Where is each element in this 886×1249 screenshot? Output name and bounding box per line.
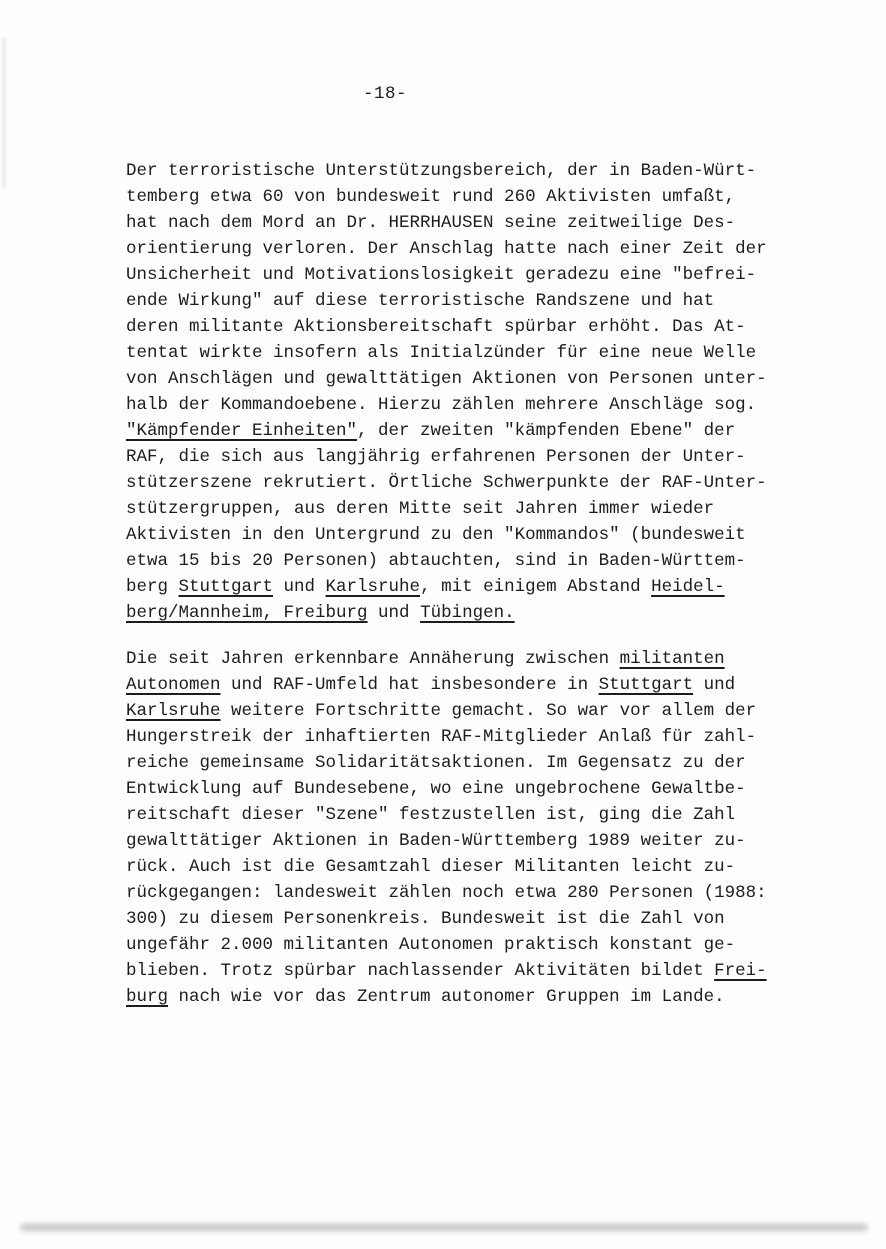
underlined-text: Frei- — [714, 961, 767, 981]
text-segment: etwa 15 bis 20 Personen) abtauchten, sind in Baden-Württem- — [126, 551, 746, 571]
text-segment: reiche gemeinsame Solidaritätsaktionen. Im Gegensatz zu der — [126, 753, 746, 773]
underlined-text: Karlsruhe — [325, 577, 421, 597]
text-segment: Hungerstreik der inhaftierten RAF-Mitglieder Anlaß für zahl- — [126, 727, 757, 747]
underlined-text: Tübingen. — [420, 603, 515, 623]
paragraph — [126, 158, 806, 626]
page-number: -18- — [363, 84, 408, 104]
text-line — [126, 392, 806, 418]
text-segment: tentat wirkte insofern als Initialzünder für eine neue Welle — [126, 343, 757, 363]
text-line — [126, 158, 806, 184]
text-segment: deren militante Aktionsbereitschaft spürbar erhöht. Das At- — [126, 317, 746, 337]
text-segment: ende Wirkung" auf diese terroristische Randszene und hat — [126, 291, 715, 311]
text-line — [126, 548, 806, 574]
text-line — [126, 958, 806, 984]
text-line — [126, 574, 806, 600]
text-line — [126, 646, 806, 672]
text-line — [126, 802, 806, 828]
paragraph — [126, 646, 806, 1010]
text-line — [126, 470, 806, 496]
text-segment: nach wie vor das Zentrum autonomer Gruppen im Lande. — [168, 987, 725, 1007]
text-line — [126, 184, 806, 210]
underlined-text: Stuttgart — [178, 577, 274, 597]
text-segment: stützergruppen, aus deren Mitte seit Jahren immer wieder — [126, 499, 715, 519]
underlined-text: Autonomen — [126, 675, 221, 695]
text-line — [126, 288, 806, 314]
text-segment: und — [693, 675, 736, 695]
underlined-text: "Kämpfender Einheiten" — [126, 421, 358, 441]
underlined-text: berg/Mannheim, Freiburg — [126, 603, 368, 623]
text-line — [126, 698, 806, 724]
text-line — [126, 262, 806, 288]
text-segment: gewalttätiger Aktionen in Baden-Württemberg 1989 weiter zu- — [126, 831, 746, 851]
text-segment: RAF, die sich aus langjährig erfahrenen Personen der Unter- — [126, 447, 746, 467]
text-line — [126, 776, 806, 802]
text-segment: halb der Kommandoebene. Hierzu zählen mehrere Anschläge sog. — [126, 395, 757, 415]
text-segment: Aktivisten in den Untergrund zu den "Kommandos" (bundesweit — [126, 525, 746, 545]
text-line — [126, 444, 806, 470]
text-line — [126, 828, 806, 854]
scan-edge-artifact — [2, 38, 6, 188]
text-segment: Unsicherheit und Motivationslosigkeit geradezu eine "befrei- — [126, 265, 757, 285]
text-segment: rück. Auch ist die Gesamtzahl dieser Militanten leicht zu- — [126, 857, 736, 877]
text-segment: reitschaft dieser "Szene" festzustellen ist, ging die Zahl — [126, 805, 736, 825]
underlined-text: Karlsruhe — [126, 701, 221, 721]
text-line — [126, 418, 806, 444]
text-segment: blieben. Trotz spürbar nachlassender Aktivitäten bildet — [126, 961, 715, 981]
text-line — [126, 236, 806, 262]
text-segment: Der terroristische Unterstützungsbereich, der in Baden-Würt- — [126, 161, 757, 181]
text-segment: Entwicklung auf Bundesebene, wo eine ungebrochene Gewaltbe- — [126, 779, 746, 799]
text-segment: und — [367, 603, 421, 623]
text-line — [126, 496, 806, 522]
text-line — [126, 906, 806, 932]
text-line — [126, 314, 806, 340]
underlined-text: militanten — [619, 649, 725, 669]
text-line — [126, 366, 806, 392]
text-line — [126, 340, 806, 366]
text-line — [126, 210, 806, 236]
text-segment: stützerszene rekrutiert. Örtliche Schwerpunkte der RAF-Unter- — [126, 473, 767, 493]
text-segment: und RAF-Umfeld hat insbesondere in — [220, 675, 599, 695]
text-segment: berg — [126, 577, 179, 597]
text-segment: hat nach dem Mord an Dr. HERRHAUSEN seine zeitweilige Des- — [126, 213, 736, 233]
underlined-text: Heidel- — [651, 577, 725, 597]
text-segment: Die seit Jahren erkennbare Annäherung zwischen — [126, 649, 620, 669]
text-segment: und — [273, 577, 326, 597]
text-line — [126, 750, 806, 776]
text-line — [126, 672, 806, 698]
text-line — [126, 600, 806, 626]
text-line — [126, 880, 806, 906]
text-segment: , mit einigem Abstand — [420, 577, 652, 597]
text-segment: weitere Fortschritte gemacht. So war vor allem der — [220, 701, 757, 721]
text-segment: 300) zu diesem Personenkreis. Bundesweit ist die Zahl von — [126, 909, 725, 929]
text-segment: rückgegangen: landesweit zählen noch etwa 280 Personen (1988: — [126, 883, 767, 903]
text-segment: von Anschlägen und gewalttätigen Aktionen von Personen unter- — [126, 369, 767, 389]
text-segment: temberg etwa 60 von bundesweit rund 260 Aktivisten umfaßt, — [126, 187, 736, 207]
underlined-text: burg — [126, 987, 169, 1007]
text-line — [126, 522, 806, 548]
document-body — [126, 158, 806, 1030]
text-segment: orientierung verloren. Der Anschlag hatte nach einer Zeit der — [126, 239, 767, 259]
page-bottom-shadow — [20, 1224, 868, 1231]
text-segment: ungefähr 2.000 militanten Autonomen praktisch konstant ge- — [126, 935, 736, 955]
text-segment: , der zweiten "kämpfenden Ebene" der — [357, 421, 736, 441]
underlined-text: Stuttgart — [598, 675, 694, 695]
text-line — [126, 932, 806, 958]
text-line — [126, 724, 806, 750]
text-line — [126, 984, 806, 1010]
text-line — [126, 854, 806, 880]
